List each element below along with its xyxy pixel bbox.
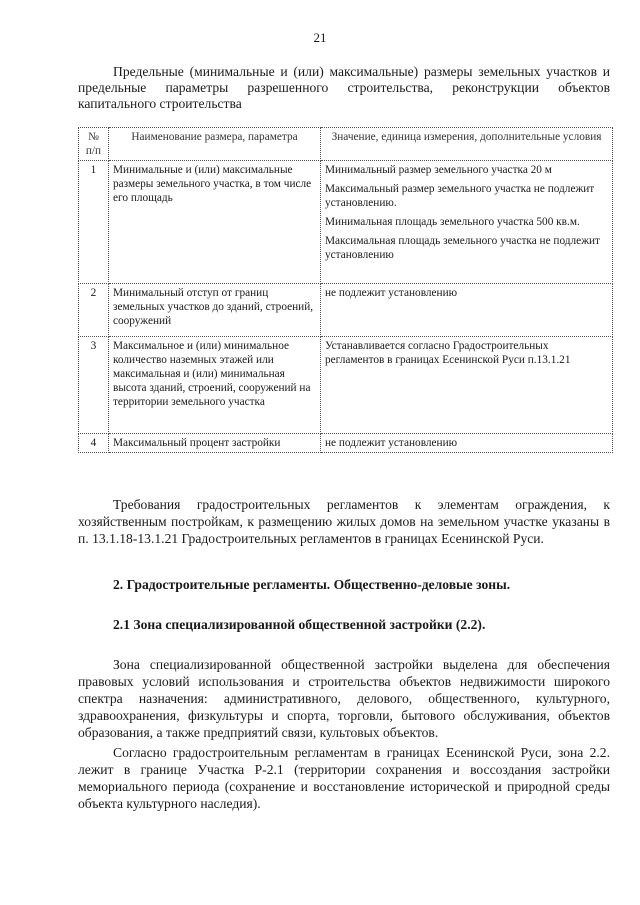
row-value-line: Устанавливается согласно Градостроительных регламентов в границах Есенинской Руси п.13.1.21 [325,340,571,366]
header-num: № п/п [79,128,109,161]
requirements-section [78,496,610,547]
zone-paragraph: Зона специализированной общественной застройки выделена для обеспечения правовых условий использования и строительства объектов недвижимости широкого спектра назначения: административного, делового, общественного, культурного, здравоохранения, физкультуры и спорта, торговли, бытового обслуживания, объектов образования, а также предприятий связи, культовых объектов. [78,657,610,740]
row-values [321,284,613,337]
row-num: 2 [79,284,109,337]
requirements-paragraph: Требования градостроительных регламентов к элементам ограждения, к хозяйственным постройкам, к размещению жилых домов на земельном участке указаны в п. 13.1.18-13.1.21 Градостроительных регламентов в границах Есенинской Руси. [78,497,610,546]
row-value-line: Максимальная площадь земельного участка не подлежит установлению [325,235,600,261]
row-value-line: Минимальная площадь земельного участка 500 кв.м. [325,216,580,228]
page-number: 21 [313,30,327,45]
row-value-line: не подлежит установлению [325,437,458,449]
table-row [79,161,613,284]
header-name: Наименование размера, параметра [109,128,321,161]
row-values [321,161,613,284]
row-values [321,337,613,434]
row-value-line: не подлежит установлению [325,287,458,299]
row-name: Минимальный отступ от границ земельных участков до зданий, строений, сооружений [109,284,321,337]
table-header-row [79,128,613,161]
zone-description [78,656,610,815]
row-num: 3 [79,337,109,434]
header-value: Значение, единица измерения, дополнительные условия [321,128,613,161]
row-name: Минимальные и (или) максимальные размеры земельного участка, в том числе его площадь [109,161,321,284]
row-value-line: Максимальный размер земельного участка не подлежит установлению. [325,183,595,209]
row-name: Максимальный процент застройки [109,434,321,453]
table-row [79,284,613,337]
table-row [79,434,613,453]
row-num: 4 [79,434,109,453]
row-value-line: Минимальный размер земельного участка 20 м [325,164,552,176]
parameters-table [78,127,613,453]
table-row [79,337,613,434]
section-heading: 2. Градостроительные регламенты. Общественно-деловые зоны. [113,577,511,592]
zone-paragraph: Согласно градостроительным регламентам в границах Есенинской Руси, зона 2.2. лежит в границе Участка Р-2.1 (территории сохранения и воссоздания застройки мемориального периода (сохранение и восстановление исторической и природной среды объекта культурного наследия). [78,745,610,811]
intro-paragraph: Предельные (минимальные и (или) максимальные) размеры земельных участков и предельные параметры разрешенного строительства, реконструкции объектов капитального строительства [78,64,610,111]
subsection-heading: 2.1 Зона специализированной общественной застройки (2.2). [113,617,486,632]
intro-section [78,64,610,112]
row-name: Максимальное и (или) минимальное количество наземных этажей или максимальная и (или) минимальная высота зданий, строений, сооружений на территории земельного участка [109,337,321,434]
row-values [321,434,613,453]
row-num: 1 [79,161,109,284]
